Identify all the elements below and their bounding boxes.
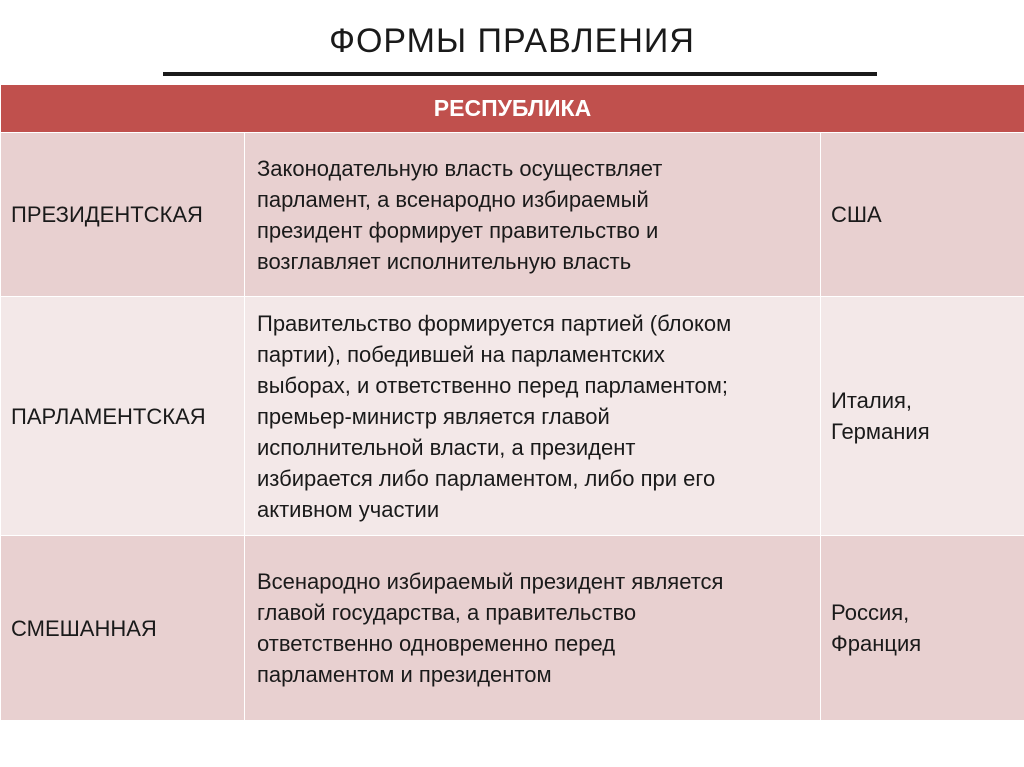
table-header-row xyxy=(1,85,1024,133)
table-row xyxy=(1,536,1024,721)
title-underline xyxy=(163,72,877,76)
forms-of-government-table xyxy=(0,84,1024,721)
table-row xyxy=(1,297,1024,536)
form-countries-cell: Россия, Франция xyxy=(821,536,1024,721)
form-name-cell: ПАРЛАМЕНТСКАЯ xyxy=(1,297,245,536)
page-title: ФОРМЫ ПРАВЛЕНИЯ xyxy=(329,22,695,60)
form-description-cell: Всенародно избираемый президент является главой государства, а правительство ответственно одновременно перед парламентом и президентом xyxy=(245,536,821,721)
table-row xyxy=(1,133,1024,297)
table-header-republic: РЕСПУБЛИКА xyxy=(1,85,1024,133)
form-description-cell: Правительство формируется партией (блоком партии), победившей на парламентских выборах, и ответственно перед парламентом; премьер-министр является главой исполнительной власти, а президент избирается либо парламентом, либо при его активном участии xyxy=(245,297,821,536)
form-countries-cell: США xyxy=(821,133,1024,297)
form-description-cell: Законодательную власть осуществляет парламент, а всенародно избираемый президент формирует правительство и возглавляет исполнительную власть xyxy=(245,133,821,297)
form-name-cell: СМЕШАННАЯ xyxy=(1,536,245,721)
form-countries-cell: Италия, Германия xyxy=(821,297,1024,536)
form-name-cell: ПРЕЗИДЕНТСКАЯ xyxy=(1,133,245,297)
